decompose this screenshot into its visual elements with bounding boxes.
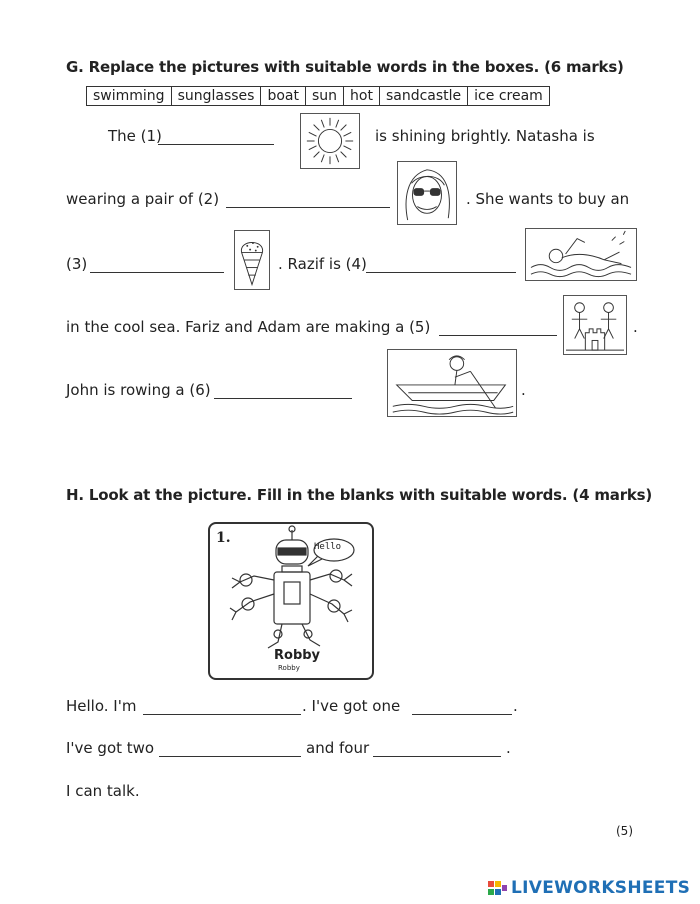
word-bank-item: boat xyxy=(261,87,306,106)
word-bank xyxy=(86,86,550,106)
h-line3-text: I can talk. xyxy=(66,782,140,800)
swimming-picture xyxy=(525,228,637,281)
sun-icon xyxy=(301,114,359,168)
answer-blank-3[interactable] xyxy=(90,254,228,274)
robot-name-label: Robby xyxy=(274,648,321,663)
g-line1-text: The (1) xyxy=(108,127,162,145)
sun-picture xyxy=(300,113,360,169)
speech-bubble-text: Hello xyxy=(314,542,342,552)
word-bank-item: sandcastle xyxy=(379,87,467,106)
liveworksheets-logo-icon xyxy=(488,879,508,897)
answer-blank-h2[interactable] xyxy=(412,696,516,716)
g-line5-text-b: . xyxy=(521,381,526,399)
robot-picture xyxy=(208,522,374,680)
h-line1-text-c: . xyxy=(513,697,518,715)
h-line1-text-b: . I've got one xyxy=(302,697,401,715)
word-bank-item: ice cream xyxy=(468,87,550,106)
answer-blank-1[interactable] xyxy=(158,126,278,146)
word-bank-item: sunglasses xyxy=(171,87,261,106)
g-line3-text-b: . Razif is (4) xyxy=(278,255,367,273)
ice-cream-picture xyxy=(234,230,270,290)
g-line4-text-b: . xyxy=(633,318,638,336)
word-bank-item: hot xyxy=(344,87,380,106)
answer-blank-5[interactable] xyxy=(439,317,561,337)
h-line2-text-b: and four xyxy=(306,739,370,757)
brand-name: LIVEWORKSHEETS xyxy=(511,878,691,898)
answer-blank-2[interactable] xyxy=(226,189,394,209)
word-bank-item: sun xyxy=(305,87,343,106)
boat-picture xyxy=(387,349,517,417)
g-line2-text-b: . She wants to buy an xyxy=(466,190,630,208)
robot-name-small: Robby xyxy=(278,664,300,672)
answer-blank-4[interactable] xyxy=(366,254,520,274)
sunglasses-picture xyxy=(397,161,457,225)
h-line2-text: I've got two xyxy=(66,739,155,757)
word-bank-item: swimming xyxy=(87,87,172,106)
girl-sunglasses-icon xyxy=(398,162,456,224)
rowing-boat-icon xyxy=(388,350,516,416)
g-line5-text: John is rowing a (6) xyxy=(66,381,211,399)
score-total: (5) xyxy=(616,824,633,838)
ice-cream-icon xyxy=(235,231,269,289)
answer-blank-h4[interactable] xyxy=(373,738,505,758)
g-line4-text: in the cool sea. Fariz and Adam are making a (5) xyxy=(66,318,431,336)
h-line1-text: Hello. I'm xyxy=(66,697,137,715)
swimmer-icon xyxy=(526,229,636,280)
sandcastle-picture xyxy=(563,295,627,355)
answer-blank-h3[interactable] xyxy=(159,738,305,758)
section-h-heading: H. Look at the picture. Fill in the blanks with suitable words. (4 marks) xyxy=(66,486,653,504)
g-line3-text: (3) xyxy=(66,255,88,273)
answer-blank-h1[interactable] xyxy=(143,696,305,716)
h-line2-text-c: . xyxy=(506,739,511,757)
picture-number: 1. xyxy=(216,530,231,546)
g-line2-text: wearing a pair of (2) xyxy=(66,190,220,208)
section-g-heading: G. Replace the pictures with suitable words in the boxes. (6 marks) xyxy=(66,58,624,76)
sandcastle-icon xyxy=(564,296,626,354)
answer-blank-6[interactable] xyxy=(214,380,356,400)
brand-logo xyxy=(488,878,690,898)
g-line1-text-b: is shining brightly. Natasha is xyxy=(375,127,595,145)
